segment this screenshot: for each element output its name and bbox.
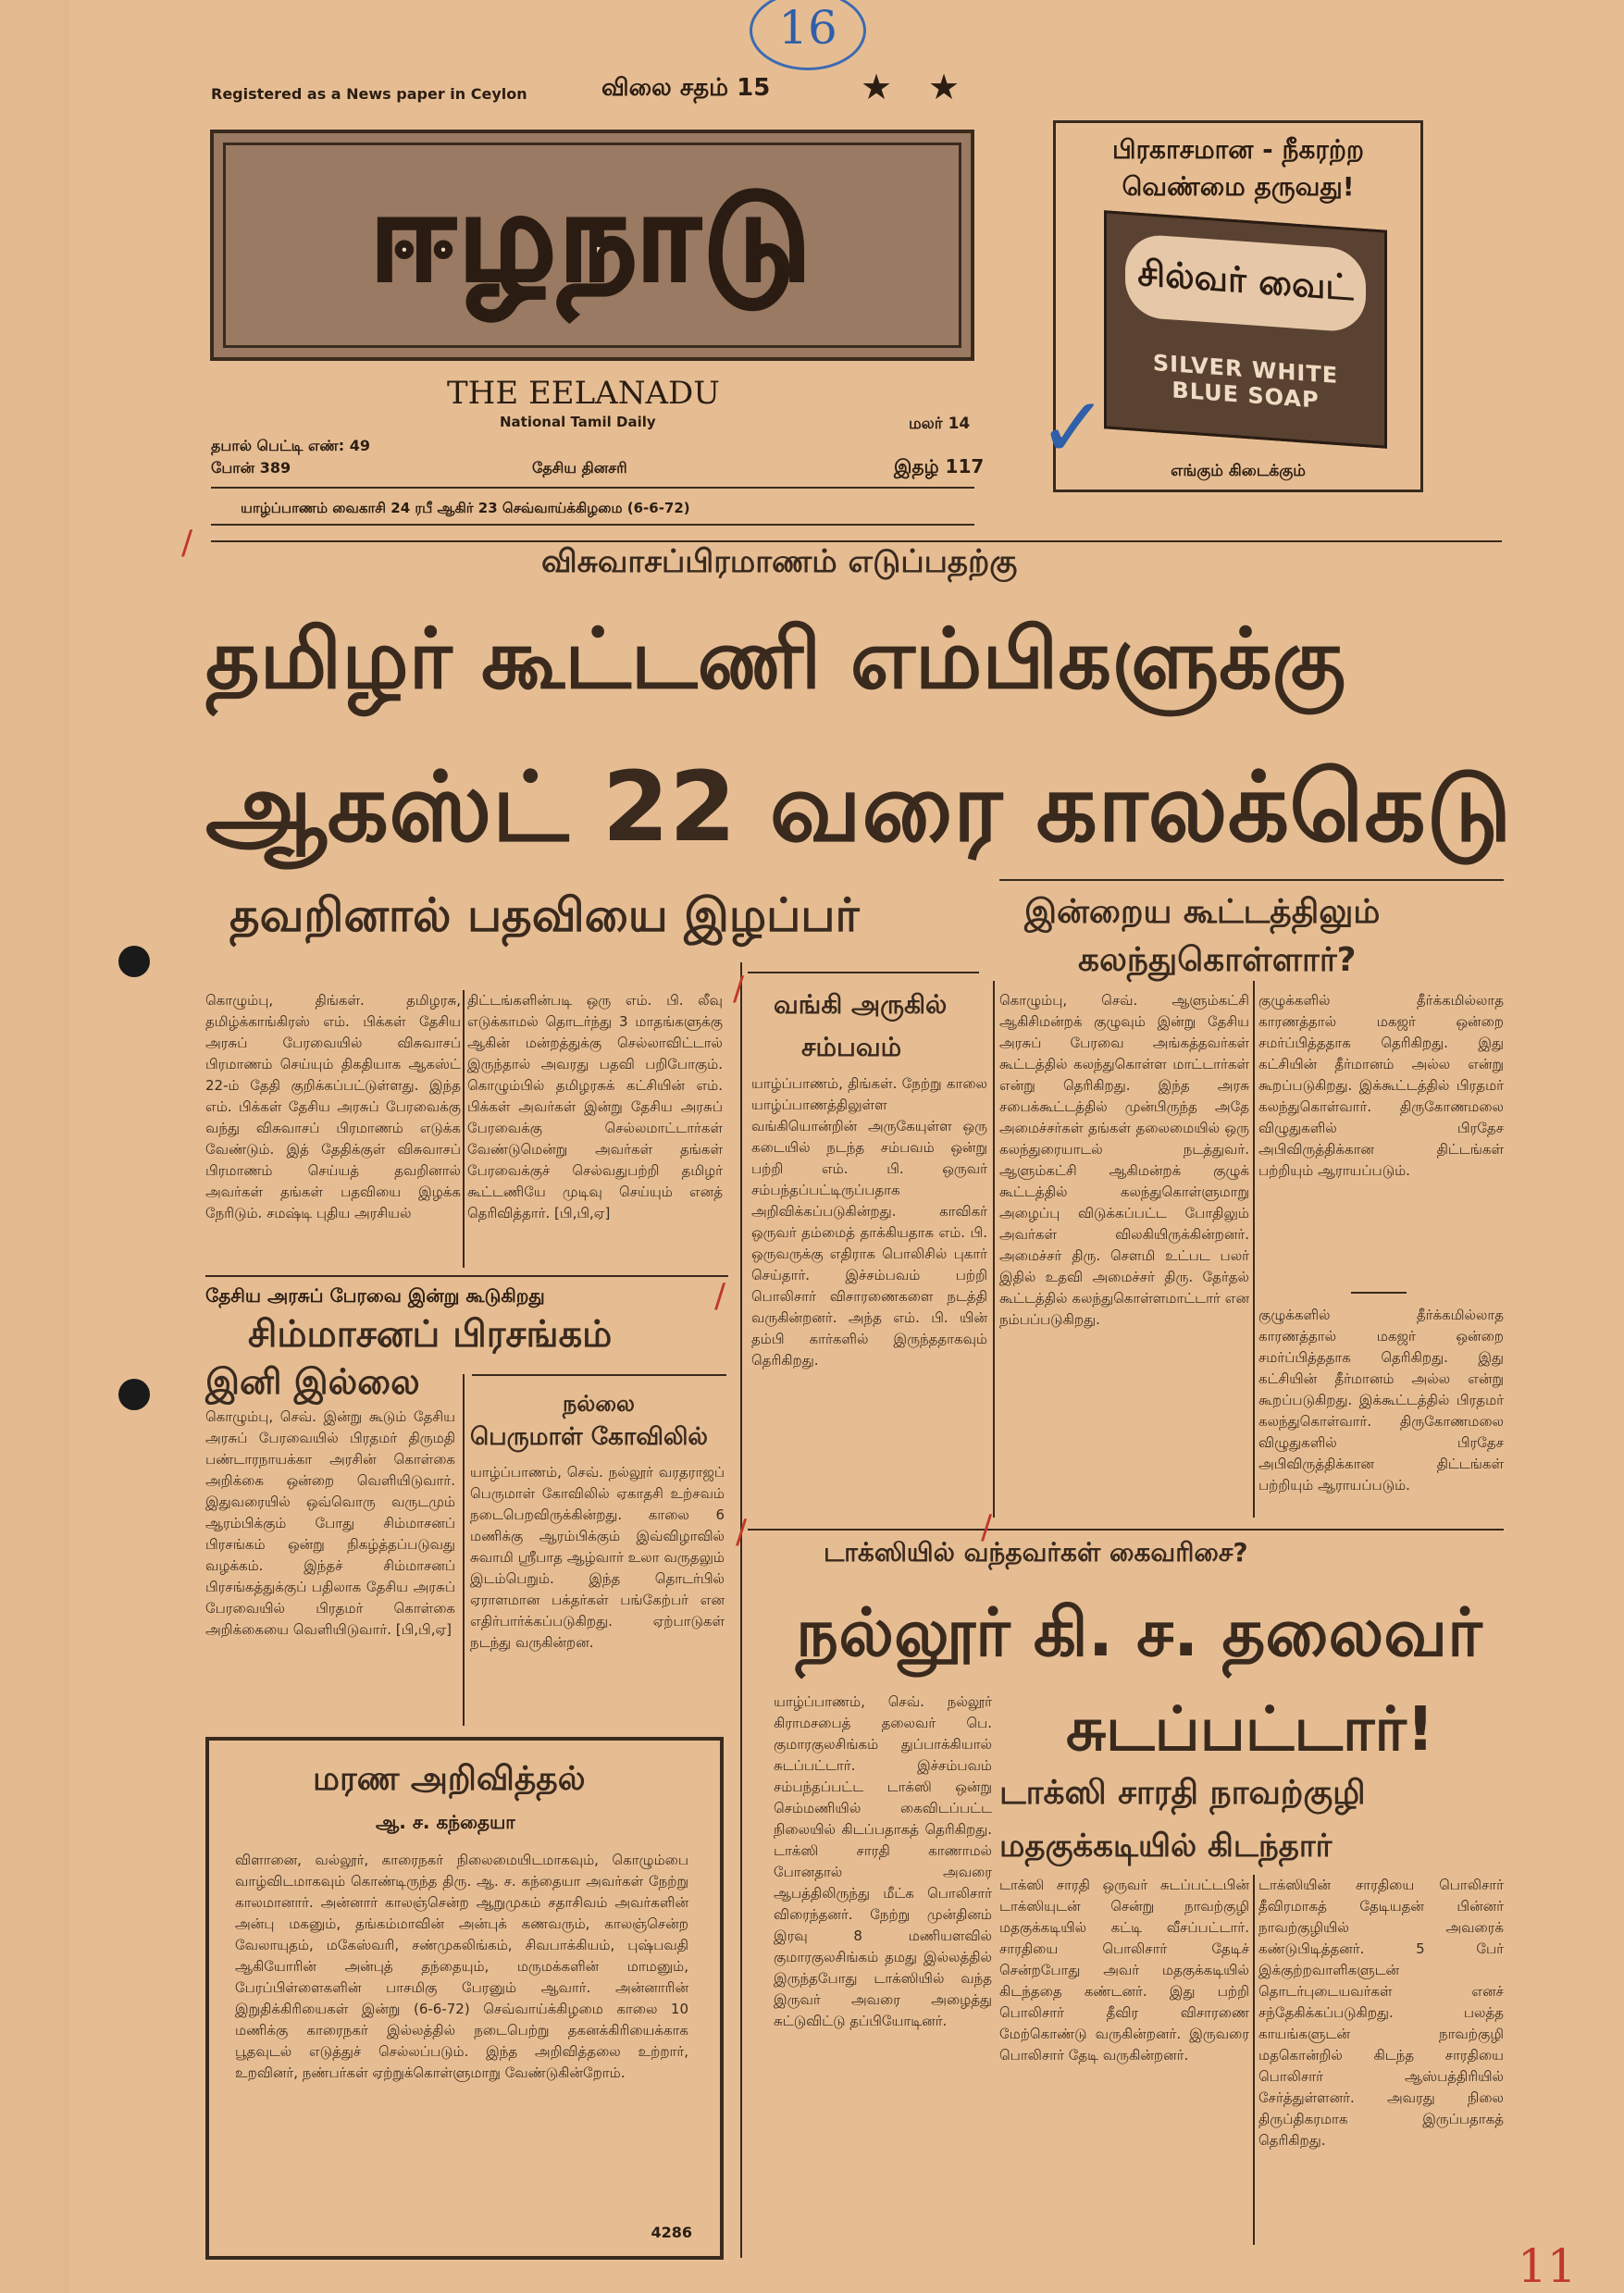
column-rule <box>740 962 742 2258</box>
masthead-subtitle: National Tamil Daily <box>500 414 656 430</box>
registration-line: Registered as a News paper in Ceylon <box>211 85 527 103</box>
taxi-rule-top <box>748 1529 1504 1531</box>
po-box: தபால் பெட்டி எண்: 49 <box>211 437 371 454</box>
soap-brand: SILVER WHITE BLUE SOAP <box>1152 349 1339 414</box>
obituary-code: 4286 <box>651 2224 692 2241</box>
lead-headline-2: ஆகஸ்ட் 22 வரை காலக்கெடு <box>205 750 1512 863</box>
punch-hole-upper <box>118 946 150 977</box>
masthead-title: ஈழநாடு <box>223 143 961 348</box>
ad-line-1: பிரகாசமான - நீகரற்ற <box>1112 134 1364 165</box>
temple-title-2: பெருமாள் கோவிலில் <box>470 1423 709 1451</box>
obituary-box <box>205 1737 724 2260</box>
column-rule <box>1253 981 1255 1518</box>
bank-title-2: சம்பவம் <box>801 1032 902 1062</box>
ad-footer: எங்கும் கிடைக்கும் <box>1171 462 1306 480</box>
obituary-name: ஆ. ச. கந்தையா <box>376 1811 515 1833</box>
column-rule <box>993 981 995 1518</box>
taxi-body-col-2: டாக்ஸி சாரதி ஒருவர் சுடப்பட்டபின் டாக்ஸியுடன் சென்று நாவற்குழி மதகுக்கடியில் கட்டி வீசப்பட்டார். சாரதியை பொலிசார் தேடிச் சென்றபோது அவர் மதகுக்கடியில் கிடந்ததை கண்டனர். இது பற்றி பொலிசார் தீவிர விசாரணை மேற்கொண்டு வருகின்றனர். இருவரை பொலிசார் தேடி வருகின்றனர். <box>999 1877 1249 2064</box>
punch-hole-lower <box>118 1379 150 1410</box>
bank-body: யாழ்ப்பாணம், திங்கள். நேற்று காலை யாழ்ப்பாணத்திலுள்ள வங்கியொன்றின் அருகேயுள்ள ஒரு கடையில் நடந்த சம்பவம் ஒன்று பற்றி எம். பி. ஒருவர் சம்பந்தப்பட்டிருப்பதாக அறிவிக்கப்படுகின்றது. காவிகர் ஒருவர் தம்மைத் தாக்கியதாக எம். பி. ஒருவருக்கு எதிராக பொலிசில் புகார் செய்தார். இச்சம்பவம் பற்றி பொலிசார் விசாரணைகளை நடத்தி வருகின்றனர். அந்த எம். பி. யின் தம்பி கார்களில் இருந்ததாகவும் தெரிகிறது. <box>751 1075 987 1369</box>
taxi-headline-2: சுடப்பட்டார்! <box>1066 1693 1434 1765</box>
lead-headline-1: தமிழர் கூட்டணி எம்பிகளுக்கு <box>205 611 1346 708</box>
lead-sub-right-2: கலந்துகொள்ளார்? <box>1078 941 1357 979</box>
price-label: விலை சதம் 15 <box>601 74 771 102</box>
taxi-headline-1: நல்லூர் கி. ச. தலைவர் <box>796 1593 1482 1671</box>
lead-body-col-4b: குழுக்களில் தீர்க்கமில்லாத காரணத்தால் மகஜர் ஒன்றை சமர்ப்பித்ததாக தெரிகிறது. இது கட்சியின் தீர்மானம் அல்ல என்று கூறப்படுகிறது. இக்கூட்டத்தில் பிரதமர் கலந்துகொள்வார். திருகோணமலை விழுதுகளில் பிரதேச அபிவிருத்திக்கான திட்டங்கள் பற்றியும் ஆராயப்படும். <box>1258 1307 1504 1494</box>
lead-sub-right-1: இன்றைய கூட்டத்திலும் <box>1024 893 1381 931</box>
star-icon: ★ <box>928 67 961 107</box>
volume-label: மலர் 14 <box>909 415 971 433</box>
taxi-body-col-1: யாழ்ப்பாணம், செவ். நல்லூர் கிராமசபைத் தலைவர் பெ. குமாரகுலசிங்கம் துப்பாக்கியால் சுடப்பட்டார். இச்சம்பவம் சம்பந்தப்பட்ட டாக்ஸி ஒன்று செம்மணியில் கைவிடப்பட்ட நிலையில் கிடப்பதாகத் தெரிகிறது. டாக்ஸி சாரதி காணாமல் போனதால் அவரை ஆபத்திலிருந்து மீட்க பொலிசார் விரைந்தனர். நேற்று முன்தினம் இரவு 8 மணியளவில் குமாரகுலசிங்கம் தமது இல்லத்தில் இருந்தபோது டாக்ஸியில் வந்த இருவர் அவரை அழைத்து சுட்டுவிட்டு தப்பியோடினர். <box>774 1693 992 2029</box>
soap-box-image <box>1104 210 1387 448</box>
dateline-rule-bottom <box>211 524 974 526</box>
dateline: யாழ்ப்பாணம் வைகாசி 24 ரபீ ஆகிர் 23 செவ்வாய்க்கிழமை (6-6-72) <box>241 500 690 516</box>
throne-sub: இனி இல்லை <box>205 1361 420 1402</box>
lead-body-col-1: கொழும்பு, திங்கள். தமிழரசு, தமிழ்க்காங்கிரஸ் எம். பிக்கள் தேசிய அரசுப் பேரவையில் விசுவாசப் பிரமாணம் செய்யும் திகதியாக ஆகஸ்ட் 22-ம் தேதி குறிக்கப்பட்டுள்ளது. இந்த எம். பிக்கள் தேசிய அரசுப் பேரவைக்கு வந்து விசுவாசப் பிரமாணம் எடுக்க வேண்டும். இத் தேதிக்குள் விசுவாசப் பிரமாணம் செய்யத் தவறினால் அவர்கள் தங்கள் பதவியை இழக்க நேரிடும். சமஷ்டி புதிய அரசியல் <box>205 992 461 1221</box>
handwritten-bottom-number: 11 <box>1518 2239 1577 2293</box>
red-pen-mark: / <box>181 524 193 562</box>
red-pen-mark: / <box>736 1513 748 1551</box>
handwritten-page-number: 16 <box>750 0 866 70</box>
bank-title-1: வங்கி அருகில் <box>774 989 948 1020</box>
phone-number: போன் 389 <box>211 459 291 477</box>
masthead-logo <box>210 130 974 361</box>
throne-headline: சிம்மாசனப் பிரசங்கம் <box>248 1313 613 1356</box>
issue-label: இதழ் 117 <box>894 455 985 477</box>
ad-line-2: வெண்மை தருவது! <box>1122 171 1355 202</box>
taxi-sub-2: மதகுக்கடியில் கிடந்தார் <box>999 1828 1333 1865</box>
red-pen-mark: / <box>981 1508 993 1546</box>
column-rule <box>463 990 465 1268</box>
column-rule <box>1253 1875 1255 2245</box>
taxi-sub-1: டாக்ஸி சாரதி நாவற்குழி <box>999 1774 1366 1812</box>
daily-label: தேசிய தினசரி <box>532 459 627 477</box>
blue-pen-mark: ✓ <box>1038 379 1109 477</box>
temple-title-1: நல்லை <box>563 1391 635 1417</box>
bank-rule <box>748 972 979 973</box>
lead-rule-top <box>211 540 1502 542</box>
masthead-english-title: THE EELANADU <box>447 375 720 412</box>
temple-body: யாழ்ப்பாணம், செவ். நல்லூர் வரதராஜப் பெருமாள் கோவிலில் ஏகாதசி உற்சவம் நடைபெறவிருக்கின்றது. காலை 6 மணிக்கு ஆரம்பிக்கும் இவ்விழாவில் சுவாமி ஸ்ரீபாத ஆழ்வார் உலா வருதலும் இடம்பெறும். இந்த தொடர்பில் ஏராளமான பக்தர்கள் பங்கேற்பர் என எதிர்பார்க்கப்படுகிறது. ஏற்பாடுகள் நடந்து வருகின்றன. <box>470 1464 725 1651</box>
obituary-body: விளானை, வல்லூர், காரைநகர் நிலைமையிடமாகவும், கொழும்பை வாழ்விடமாகவும் கொண்டிருந்த திரு. ஆ. ச. கந்தையா அவர்கள் நேற்று காலமானார். அன்னார் காலஞ்சென்ற ஆறுமுகம் சதாசிவம் அவர்களின் அன்பு மகனும், தங்கம்மாவின் அன்புக் கணவரும், காலஞ்சென்ற வேலாயுதம், மகேஸ்வரி, சண்முகலிங்கம், சிவபாக்கியம், புஷ்பவதி ஆகியோரின் அன்புத் தந்தையும், மருமக்களின் மாமனும், பேரப்பிள்ளைகளின் பாசமிகு பேரனும் ஆவார். அன்னாரின் இறுதிக்கிரியைகள் இன்று (6-6-72) செவ்வாய்க்கிழமை காலை 10 மணிக்கு காரைநகர் இல்லத்தில் நடைபெற்று தகனக்கிரியைக்காக பூதவுடல் எடுத்துச் செல்லப்படும். இந்த அறிவித்தலை உற்றார், உறவினர், நண்பர்கள் ஏற்றுக்கொள்ளுமாறு வேண்டுகின்றோம். <box>235 1852 688 2081</box>
temple-rule <box>472 1374 726 1376</box>
red-pen-mark: / <box>733 970 745 1008</box>
throne-body: கொழும்பு, செவ். இன்று கூடும் தேசிய அரசுப் பேரவையில் பிரதமர் திருமதி பண்டாரநாயக்கா அரசின் கொள்கை அறிக்கை ஒன்றை வெளியிடுவார். இதுவரையில் ஒவ்வொரு வருடமும் ஆரம்பிக்கும் போது சிம்மாசனப் பிரசங்கம் ஒன்று நிகழ்த்தப்படுவது வழக்கம். இந்தச் சிம்மாசனப் பிரசங்கத்துக்குப் பதிலாக தேசிய அரசுப் பேரவையில் பிரதமர் கொள்கை அறிக்கையை வெளியிடுவார். [பி,பி,ஏ] <box>205 1408 455 1638</box>
soap-label: சில்வர் வைட் <box>1125 233 1366 333</box>
star-icon: ★ <box>861 67 893 107</box>
lead-body-col-3: கொழும்பு, செவ். ஆளும்கட்சி ஆகிசிமன்றக் குழுவும் இன்று தேசிய அரசுப் பேரவை அங்கத்தவர்கள் கூட்டத்தில் கலந்துகொள்ள மாட்டார்கள் என்று தெரிகிறது. இந்த அரசு சபைக்கூட்டத்தில் முன்பிருந்த அதே அமைச்சர்கள் தங்கள் தலைமையில் ஒரு கலந்துரையாடல் நடத்துவர். ஆளும்கட்சி ஆகிமன்றக் குழுக் கூட்டத்தில் கலந்துகொள்ளுமாறு அழைப்பு விடுக்கப்பட்ட போதிலும் அவர்கள் விலகியிருக்கின்றனர். அமைச்சர் திரு. சௌமி உட்பட பலர் இதில் உதவி அமைச்சர் திரு. தேர்தல் கூட்டத்தில் கலந்துகொள்ளமாட்டார் என நம்பப்படுகிறது. <box>999 992 1249 1328</box>
dateline-rule-top <box>211 487 974 489</box>
soap-advertisement <box>1053 120 1423 492</box>
col4-rule <box>1351 1292 1407 1294</box>
throne-rule-top <box>205 1275 728 1277</box>
lead-body-col-4: குழுக்களில் தீர்க்கமில்லாத காரணத்தால் மகஜர் ஒன்றை சமர்ப்பித்ததாக தெரிகிறது. இது கட்சியின் தீர்மானம் அல்ல என்று கூறப்படுகிறது. இக்கூட்டத்தில் பிரதமர் கலந்துகொள்வார். திருகோணமலை விழுதுகளில் பிரதேச அபிவிருத்திக்கான திட்டங்கள் பற்றியும் ஆராயப்படும். <box>1258 992 1504 1179</box>
column-rule <box>463 1374 465 1726</box>
lead-sub-left: தவறினால் பதவியை இழப்பர் <box>229 888 860 942</box>
taxi-kicker: டாக்ஸியில் வந்தவர்கள் கைவரிசை? <box>824 1537 1248 1568</box>
lead-kicker: விசுவாசப்பிரமாணம் எடுப்பதற்கு <box>541 543 1018 580</box>
sub-right-rule <box>999 879 1504 881</box>
throne-kicker: தேசிய அரசுப் பேரவை இன்று கூடுகிறது <box>205 1284 545 1307</box>
lead-body-col-2: திட்டங்களின்படி ஒரு எம். பி. லீவு எடுக்காமல் தொடர்ந்து 3 மாதங்களுக்கு ஆகின் மன்றத்துக்கு செல்லாவிட்டால் இருந்தால் அவரது பதவி பறிபோகும். கொழும்பில் தமிழரசுக் கட்சியின் எம். பிக்கள் அவர்கள் இன்று தேசிய அரசுப் பேரவைக்கு செல்லமாட்டார்கள் வேண்டுமென்று அவர்கள் தங்கள் பேரவைக்குச் செல்வதுபற்றி தமிழர் கூட்டணியே முடிவு செய்யும் எனத் தெரிவித்தார். [பி,பி,ஏ] <box>467 992 723 1221</box>
red-pen-mark: / <box>714 1277 726 1315</box>
obituary-title: மரண அறிவித்தல் <box>313 1760 586 1798</box>
taxi-body-col-3: டாக்ஸியின் சாரதியை பொலிசார் தீவிரமாகத் தேடியதன் பின்னர் நாவற்குழியில் அவரைக் கண்டுபிடித்தனர். 5 பேர் இக்குற்றவாளிகளுடன் தொடர்புடையவர்கள் எனச் சந்தேகிக்கப்படுகிறது. பலத்த காயங்களுடன் நாவற்குழி மதகொன்றில் கிடந்த சாரதியை பொலிசார் ஆஸ்பத்திரியில் சேர்த்துள்ளனர். அவரது நிலை திருப்திகரமாக இருப்பதாகத் தெரிகிறது. <box>1258 1877 1504 2149</box>
